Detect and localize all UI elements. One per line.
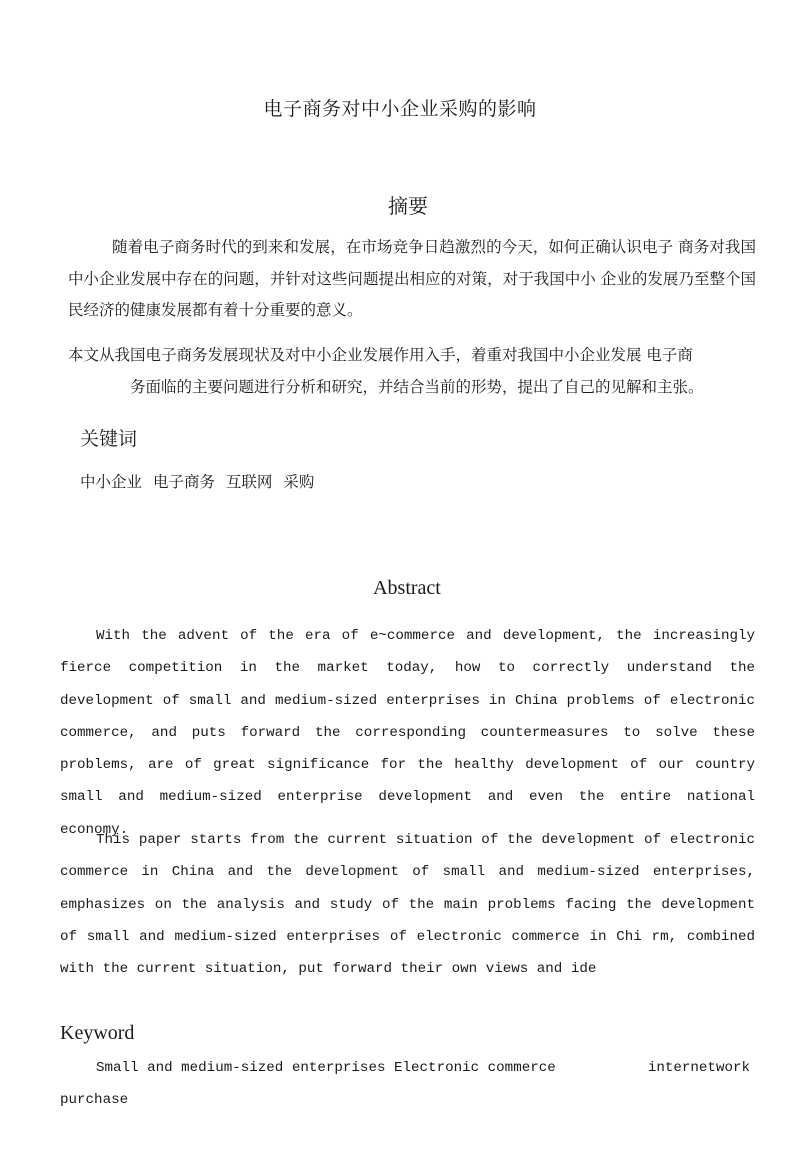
abstract-en-paragraph-1: With the advent of the era of e~commerce and development, the increasingly fierce competition in the market today, how to correctly understand the development of small and medium-sized enterprises in China problems of electronic commerce, and puts forward the corresponding countermeasures to solve these problems, are of great significance for the healthy development of our country small and medium-sized enterprise development and even the entire national economy. xyxy=(60,628,755,838)
abstract-en-heading: Abstract xyxy=(373,577,441,599)
abstract-cn-heading: 摘要 xyxy=(388,194,428,218)
keywords-cn-heading: 关键词 xyxy=(80,428,138,450)
abstract-en-paragraph-2: This paper starts from the current situation of the development of electronic commerce in China and the development of small and medium-sized enterprises, emphasizes on the analysis and study of the main problems facing the development of small and medium-sized enterprises of electronic commerce in Chi rm, combined with the current situation, put forward their own views and ide xyxy=(60,832,755,978)
keyword-en-item: purchase xyxy=(60,1092,129,1109)
abstract-cn-paragraph-1: 随着电子商务时代的到来和发展，在市场竞争日趋激烈的今天，如何正确认识电子 商务对我国中小企业发展中存在的问题，并针对这些问题提出相应的对策，对于我国中小 企业的发展乃至整个国民经济的健康发展都有着十分重要的意义。 xyxy=(68,238,756,319)
keywords-cn-list xyxy=(80,470,320,492)
keyword-en-item: Small and medium-sized enterprises xyxy=(96,1060,386,1076)
keyword-cn-item: 互联网 xyxy=(225,473,273,491)
abstract-cn-paragraph-2-line-2: 务面临的主要问题进行分析和研究，并结合当前的形势，提出了自己的见解和主张。 xyxy=(130,377,704,396)
keyword-cn-item: 中小企业 xyxy=(80,473,143,491)
document-title: 电子商务对中小企业采购的影响 xyxy=(263,98,537,120)
abstract-cn-paragraph-2 xyxy=(68,340,756,403)
abstract-cn-paragraph-2-line-1: 本文从我国电子商务发展现状及对中小企业发展作用入手，着重对我国中小企业发展 电子商 xyxy=(68,346,693,364)
keyword-en-item: internetwork xyxy=(647,1060,750,1076)
keyword-cn-item: 电子商务 xyxy=(152,473,215,491)
keywords-en-heading: Keyword xyxy=(60,1022,135,1044)
keywords-en-list xyxy=(60,1052,750,1117)
keyword-en-item: Electronic commerce xyxy=(394,1060,556,1076)
keyword-cn-item: 采购 xyxy=(283,473,315,491)
keyword-en-group xyxy=(96,1052,556,1084)
